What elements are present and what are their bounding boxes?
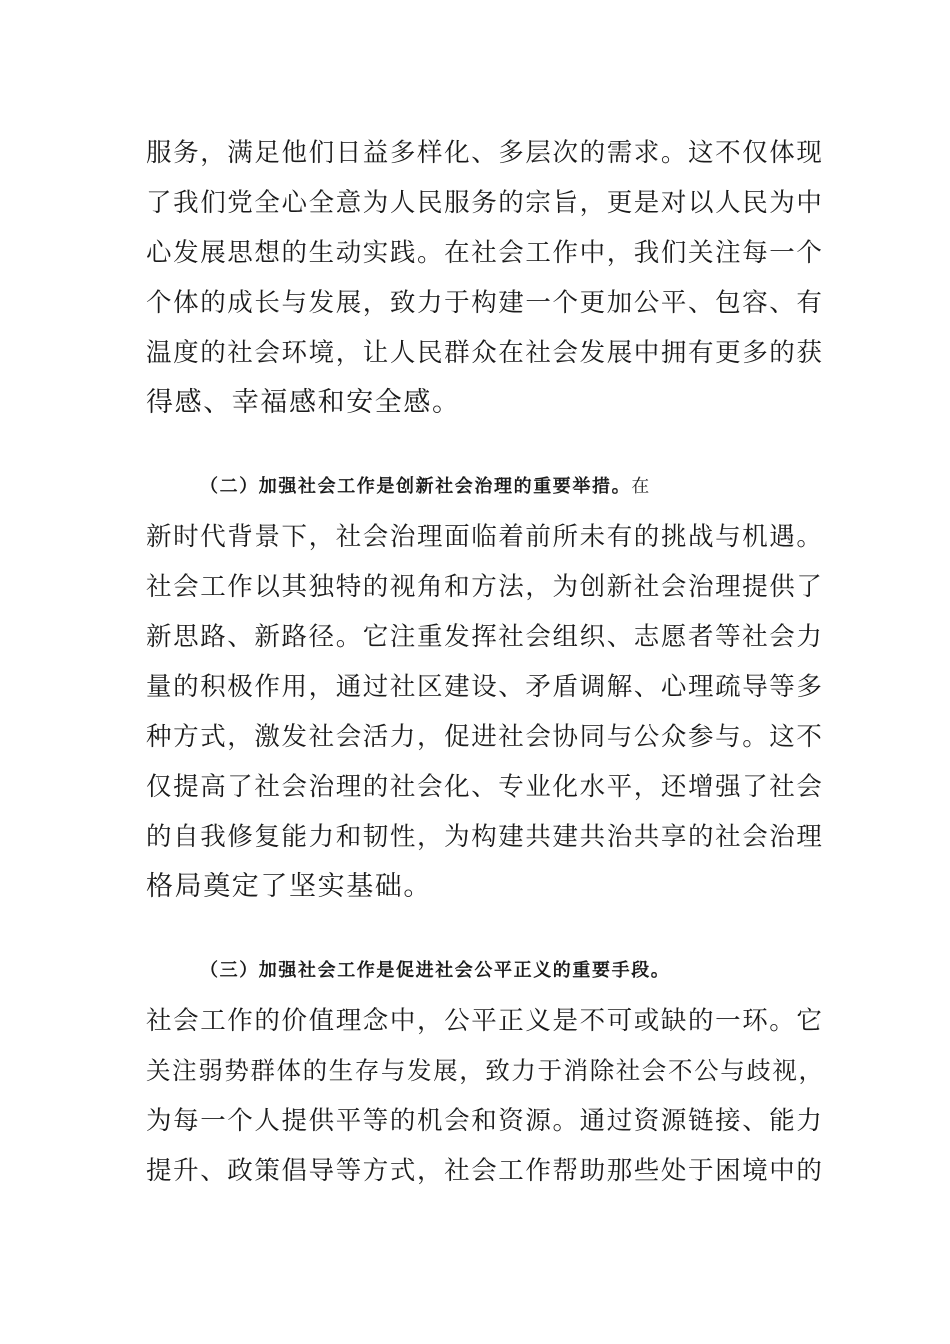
paragraph-line: 温度的社会环境，让人民群众在社会发展中拥有更多的获 (146, 338, 824, 368)
paragraph-line: 服务，满足他们日益多样化、多层次的需求。这不仅体现 (146, 138, 824, 168)
paragraph-line: 社会工作以其独特的视角和方法，为创新社会治理提供了 (146, 572, 824, 602)
section-heading: （三）加强社会工作是促进社会公平正义的重要手段。 (200, 960, 671, 981)
paragraph-line: 提升、政策倡导等方式，社会工作帮助那些处于困境中的 (146, 1156, 824, 1186)
paragraph-line: 关注弱势群体的生存与发展，致力于消除社会不公与歧视， (146, 1056, 825, 1085)
paragraph-line: 个体的成长与发展，致力于构建一个更加公平、包容、有 (146, 288, 824, 318)
paragraph-line: 量的积极作用，通过社区建设、矛盾调解、心理疏导等多 (146, 672, 824, 702)
paragraph-line: 为每一个人提供平等的机会和资源。通过资源链接、能力 (146, 1106, 824, 1136)
paragraph-heading-line (200, 946, 880, 996)
paragraph-line: 了我们党全心全意为人民服务的宗旨，更是对以人民为中 (146, 188, 824, 218)
paragraph-line: 心发展思想的生动实践。在社会工作中，我们关注每一个 (146, 238, 824, 268)
paragraph-line: 仅提高了社会治理的社会化、专业化水平，还增强了社会 (146, 772, 824, 802)
heading-tail-text: 在 (631, 476, 651, 497)
paragraph-line: 新时代背景下，社会治理面临着前所未有的挑战与机遇。 (146, 522, 824, 552)
paragraph-line: 格局奠定了坚实基础。 (146, 871, 432, 902)
paragraph-line: 新思路、新路径。它注重发挥社会组织、志愿者等社会力 (146, 622, 824, 652)
paragraph-line: 的自我修复能力和韧性，为构建共建共治共享的社会治理 (146, 822, 824, 852)
paragraph-line: 社会工作的价值理念中，公平正义是不可或缺的一环。它 (146, 1006, 824, 1036)
paragraph-line: 得感、幸福感和安全感。 (146, 387, 461, 418)
paragraph-line: 种方式，激发社会活力，促进社会协同与公众参与。这不 (146, 722, 824, 752)
section-heading: （二）加强社会工作是创新社会治理的重要举措。 (200, 476, 632, 497)
paragraph-heading-line (200, 462, 880, 512)
